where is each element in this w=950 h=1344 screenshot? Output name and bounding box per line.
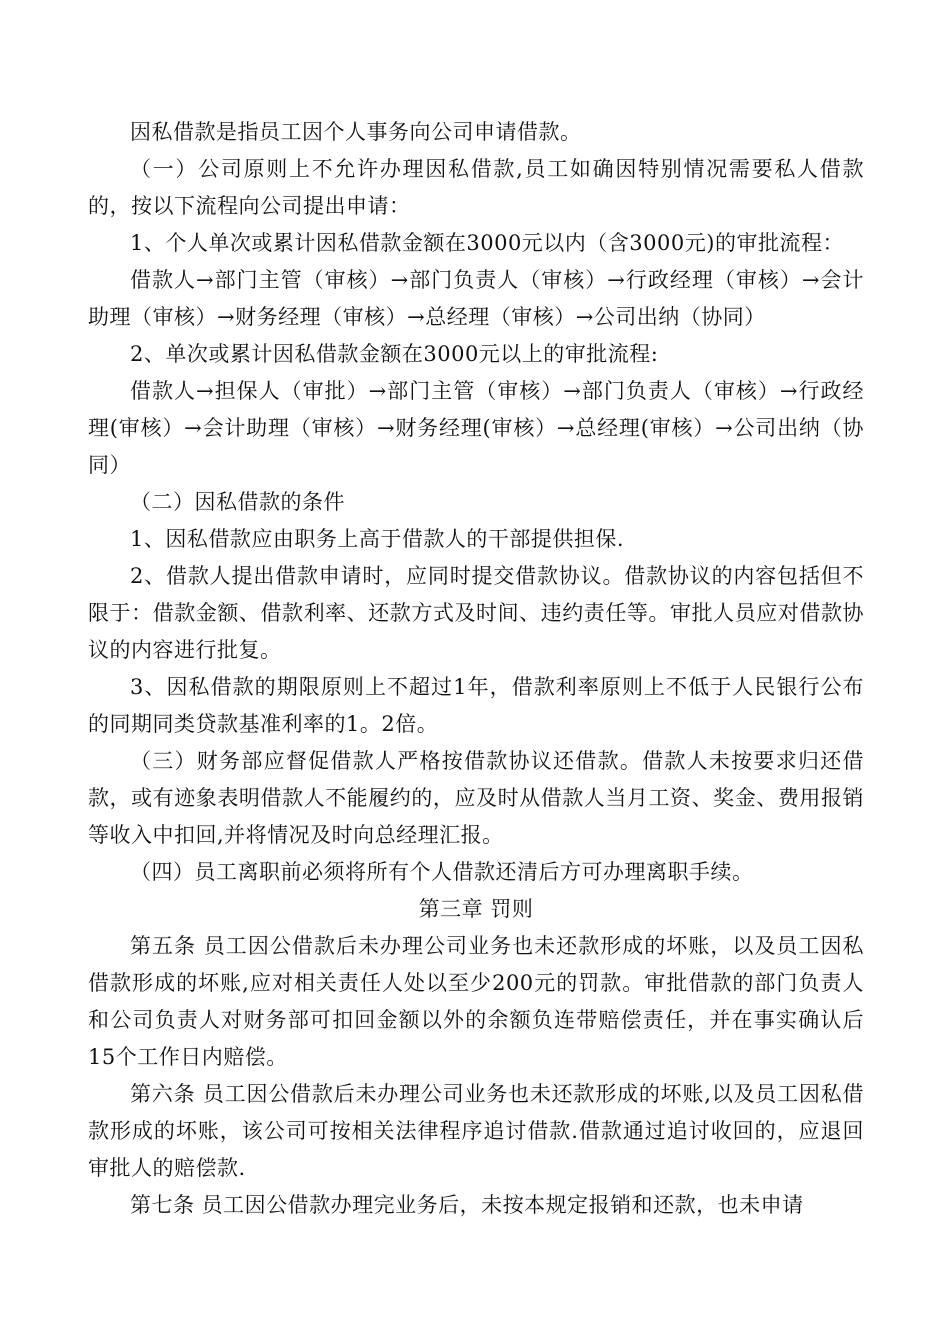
paragraph-condition-3: 3、因私借款的期限原则上不超过1年，借款利率原则上不低于人民银行公布的同期同类贷款基准利率的1。2倍。	[88, 675, 864, 736]
paragraph-section-4: （四）员工离职前必须将所有个人借款还清后方可办理离职手续。	[130, 860, 754, 884]
paragraph-section-2: （二）因私借款的条件	[130, 490, 345, 514]
paragraph-section-1: （一）公司原则上不允许办理因私借款,员工如确因特别情况需要私人借款的，按以下流程向公司提出申请：	[88, 157, 864, 218]
document-body	[88, 114, 864, 1224]
paragraph-article-7: 第七条 员工因公借款办理完业务后，未按本规定报销和还款，也未申请	[130, 1193, 804, 1217]
chapter-heading: 第三章 罚则	[418, 897, 534, 921]
paragraph-flow-2: 借款人→担保人（审批）→部门主管（审核）→部门负责人（审核）→行政经理(审核）→会计助理（审核）→财务经理(审核）→总经理(审核）→公司出纳（协同）	[88, 379, 864, 477]
paragraph-flow-1: 借款人→部门主管（审核）→部门负责人（审核）→行政经理（审核）→会计助理（审核）→财务经理（审核）→总经理（审核）→公司出纳（协同）	[88, 268, 864, 329]
paragraph-condition-1: 1、因私借款应由职务上高于借款人的干部提供担保.	[130, 527, 625, 551]
paragraph-article-6: 第六条 员工因公借款后未办理公司业务也未还款形成的坏账,以及员工因私借款形成的坏账，该公司可按相关法律程序追讨借款.借款通过追讨收回的，应退回审批人的赔偿款.	[88, 1082, 864, 1180]
paragraph-item-1: 1、个人单次或累计因私借款金额在3000元以内（含3000元)的审批流程：	[130, 231, 844, 255]
paragraph-definition: 因私借款是指员工因个人事务向公司申请借款。	[130, 120, 582, 144]
paragraph-section-3: （三）财务部应督促借款人严格按借款协议还借款。借款人未按要求归还借款，或有迹象表明借款人不能履约的，应及时从借款人当月工资、奖金、费用报销等收入中扣回,并将情况及时向总经理汇报。	[88, 749, 864, 847]
paragraph-item-2: 2、单次或累计因私借款金额在3000元以上的审批流程:	[130, 342, 659, 366]
paragraph-article-5: 第五条 员工因公借款后未办理公司业务也未还款形成的坏账，以及员工因私借款形成的坏账,应对相关责任人处以至少200元的罚款。审批借款的部门负责人和公司负责人对财务部可扣回金额以外的余额负连带赔偿责任，并在事实确认后15个工作日内赔偿。	[88, 934, 864, 1069]
paragraph-condition-2: 2、借款人提出借款申请时，应同时提交借款协议。借款协议的内容包括但不限于：借款金额、借款利率、还款方式及时间、违约责任等。审批人员应对借款协议的内容进行批复。	[88, 564, 864, 662]
